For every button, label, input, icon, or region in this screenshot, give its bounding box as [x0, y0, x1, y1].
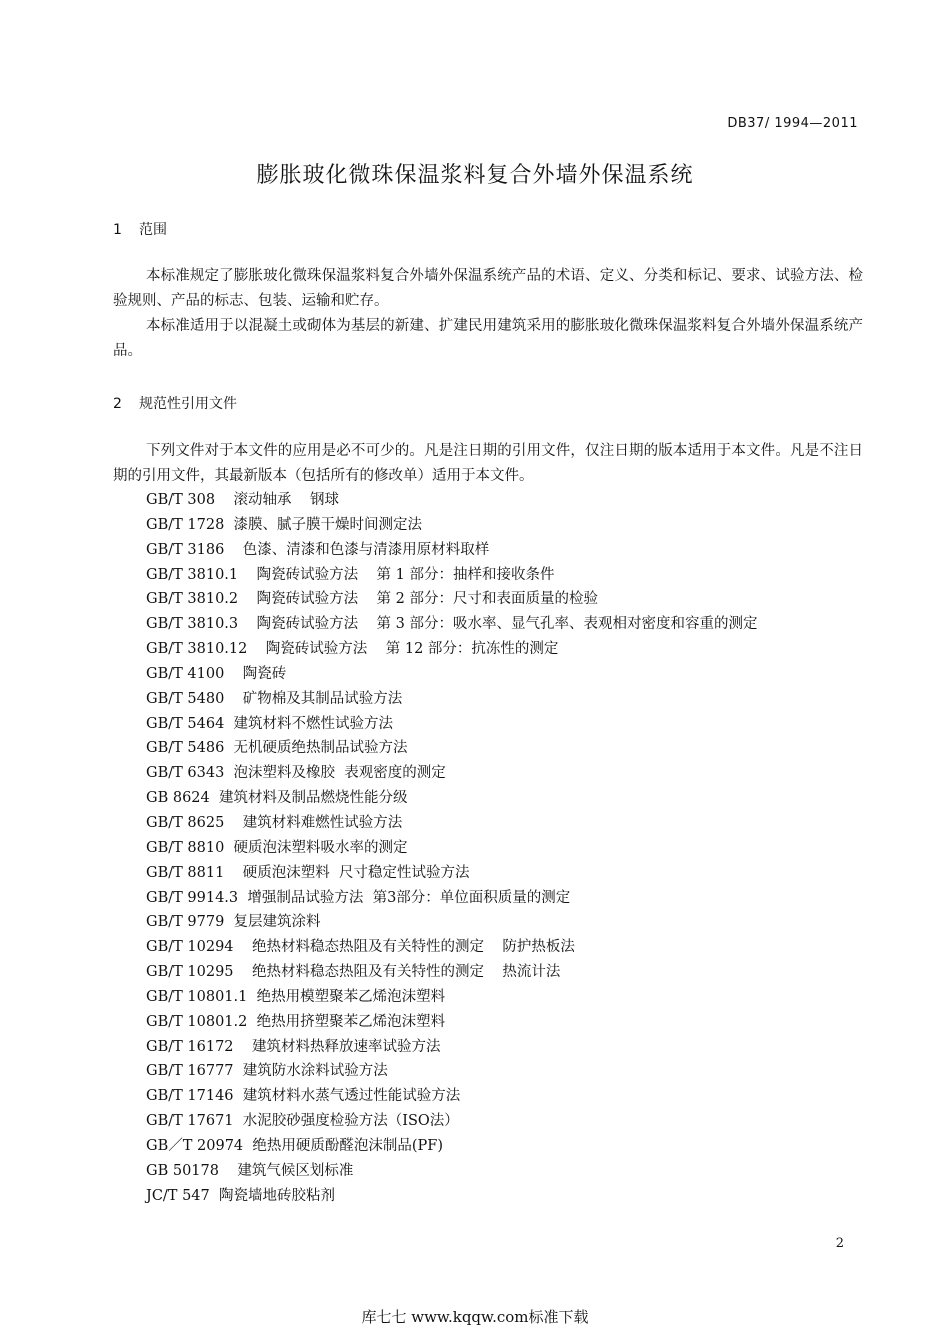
reference-item: GB/T 9779 复层建筑涂料: [146, 914, 321, 931]
section-1-number: 1: [113, 222, 122, 238]
section-2-heading: [113, 393, 237, 413]
reference-item: GB/T 17146 建筑材料水蒸气透过性能试验方法: [146, 1088, 461, 1105]
reference-list: [146, 488, 757, 1208]
reference-item: GB/T 6343 泡沫塑料及橡胶 表观密度的测定: [146, 765, 446, 782]
document-title: 膨胀玻化微珠保温浆料复合外墙外保温系统: [256, 163, 694, 188]
reference-item: GB/T 5464 建筑材料不燃性试验方法: [146, 715, 394, 732]
reference-item: GB/T 5486 无机硬质绝热制品试验方法: [146, 740, 408, 757]
reference-item: GB/T 3810.12 陶瓷砖试验方法 第 12 部分：抗冻性的测定: [146, 641, 559, 658]
reference-item: GB/T 9914.3 增强制品试验方法 第3部分：单位面积质量的测定: [146, 889, 571, 906]
reference-item: GB/T 8625 建筑材料难燃性试验方法: [146, 814, 403, 831]
section-1-paragraph: 本标准规定了膨胀玻化微珠保温浆料复合外墙外保温系统产品的术语、定义、分类和标记、要求、试验方法、检验规则、产品的标志、包装、运输和贮存。: [113, 268, 863, 309]
section-2-intro: 下列文件对于本文件的应用是必不可少的。凡是注日期的引用文件，仅注日期的版本适用于本文件。凡是不注日期的引用文件，其最新版本（包括所有的修改单）适用于本文件。: [113, 443, 863, 484]
reference-item: GB 50178 建筑气候区划标准: [146, 1162, 354, 1179]
page-number: 2: [835, 1236, 844, 1251]
reference-item: GB/T 17671 水泥胶砂强度检验方法（ISO法）: [146, 1113, 459, 1130]
reference-item: GB 8624 建筑材料及制品燃烧性能分级: [146, 790, 408, 807]
reference-item: GB/T 10801.2 绝热用挤塑聚苯乙烯泡沫塑料: [146, 1013, 446, 1030]
reference-item: GB/T 10295 绝热材料稳态热阻及有关特性的测定 热流计法: [146, 964, 561, 981]
standard-number: DB37/ 1994—2011: [727, 116, 858, 131]
reference-item: GB/T 5480 矿物棉及其制品试验方法: [146, 690, 403, 707]
reference-item: GB/T 1728 漆膜、腻子膜干燥时间测定法: [146, 516, 423, 533]
reference-item: GB/T 16777 建筑防水涂料试验方法: [146, 1063, 388, 1080]
reference-item: GB/T 16172 建筑材料热释放速率试验方法: [146, 1038, 441, 1055]
reference-item: JC/T 547 陶瓷墙地砖胶粘剂: [146, 1187, 335, 1204]
reference-item: GB/T 10801.1 绝热用模塑聚苯乙烯泡沫塑料: [146, 988, 446, 1005]
section-1-paragraph: 本标准适用于以混凝土或砌体为基层的新建、扩建民用建筑采用的膨胀玻化微珠保温浆料复合外墙外保温系统产品。: [113, 318, 863, 359]
reference-item: GB/T 3810.1 陶瓷砖试验方法 第 1 部分：抽样和接收条件: [146, 566, 555, 583]
section-2-number: 2: [113, 396, 122, 412]
reference-item: GB/T 8810 硬质泡沫塑料吸水率的测定: [146, 839, 408, 856]
section-1-heading: [113, 219, 167, 239]
reference-item: GB/T 3810.2 陶瓷砖试验方法 第 2 部分：尺寸和表面质量的检验: [146, 591, 598, 608]
reference-item: GB/T 3186 色漆、清漆和色漆与清漆用原材料取样: [146, 541, 490, 558]
reference-item: GB/T 10294 绝热材料稳态热阻及有关特性的测定 防护热板法: [146, 939, 575, 956]
footer-watermark: 库七七 www.kqqw.com标准下载: [361, 1308, 589, 1326]
reference-item: GB/T 308 滚动轴承 钢球: [146, 492, 339, 508]
section-2-title: 规范性引用文件: [139, 396, 237, 412]
reference-item: GB/T 3810.3 陶瓷砖试验方法 第 3 部分：吸水率、显气孔率、表观相对密度和容重的测定: [146, 616, 758, 633]
reference-item: GB/T 8811 硬质泡沫塑料 尺寸稳定性试验方法: [146, 864, 470, 881]
reference-item: GB/T 4100 陶瓷砖: [146, 665, 287, 682]
reference-item: GB／T 20974 绝热用硬质酚醛泡沫制品(PF): [146, 1137, 443, 1154]
section-1-title: 范围: [139, 222, 167, 238]
